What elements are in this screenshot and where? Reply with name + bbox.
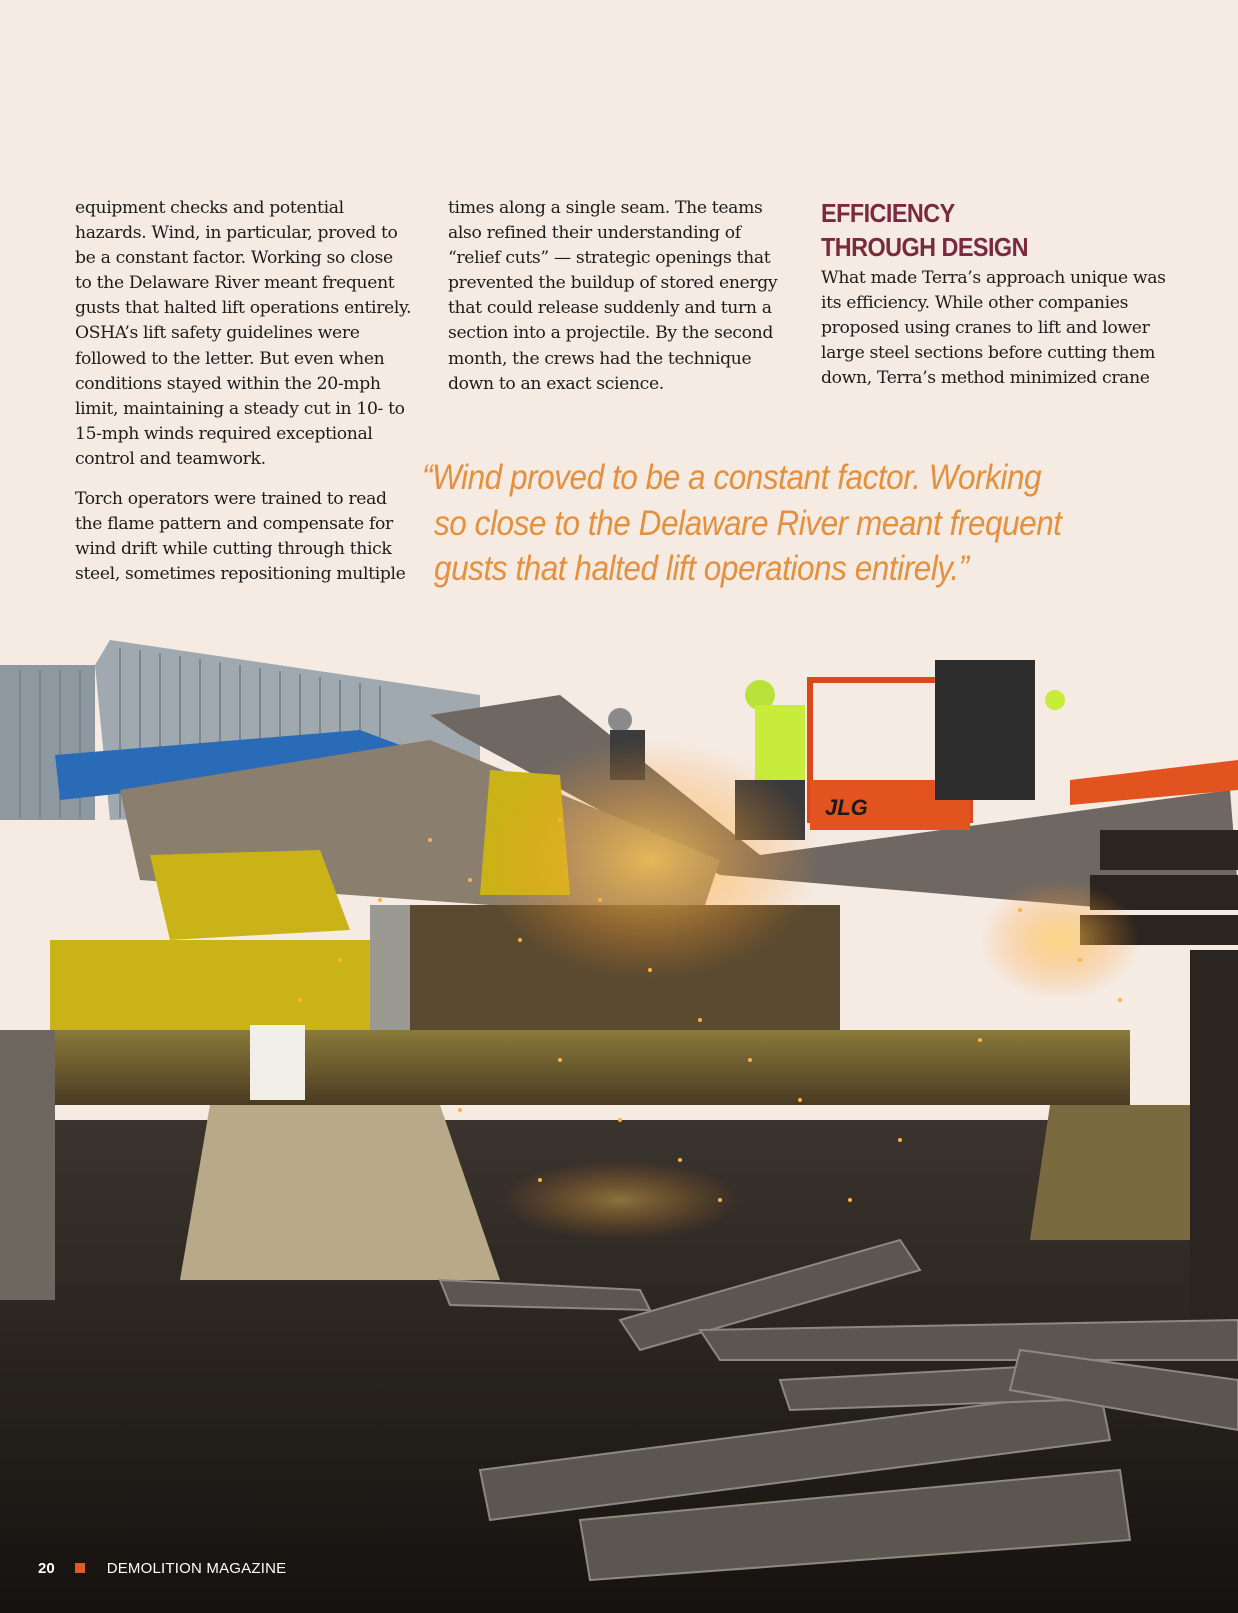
pull-quote-line-2: so close to the Delaware River meant frequent (434, 503, 1062, 543)
page-number: 20 (38, 1559, 55, 1577)
article-column-3 (821, 196, 1166, 406)
column1-paragraph-2: Torch operators were trained to read the flame pattern and compensate for wind drift while cutting through thick steel, sometimes repositioning multiple (75, 489, 406, 585)
pull-quote-line-1: “Wind proved to be a constant factor. Working (422, 458, 1042, 497)
column3-paragraph-1: What made Terra’s approach unique was its efficiency. While other companies proposed using cranes to lift and lower large steel sections before cutting them down, Terra’s method minimized crane (821, 268, 1166, 389)
magazine-name: DEMOLITION MAGAZINE (106, 1559, 287, 1577)
article-column-2 (448, 196, 782, 412)
section-heading-line-1: EFFICIENCY (821, 198, 955, 228)
main-rusted-beam (40, 1030, 1130, 1105)
article-column-1 (75, 196, 413, 602)
lift-brand-label: JLG (825, 795, 868, 820)
pull-quote (422, 455, 1194, 592)
demolition-site-photo (0, 640, 1238, 1613)
section-heading-line-2: THROUGH DESIGN (821, 232, 1028, 262)
section-heading (821, 196, 1163, 264)
page-footer (38, 1558, 286, 1578)
column2-paragraph-1: times along a single seam. The teams also refined their understanding of “relief cuts” — strategic openings that prevented the buildup of stored energy that could release suddenly and turn a section into a projectile. By the second month, the crews had the technique down to an exact science. (448, 198, 778, 394)
pull-quote-line-3: gusts that halted lift operations entirely.” (434, 549, 969, 588)
column1-paragraph-1: equipment checks and potential hazards. Wind, in particular, proved to be a constant factor. Working so close to the Delaware River meant frequent gusts that halted lift operations entirely. OSHA’s lift safety guidelines were followed to the letter. But even when conditions stayed within the 20-mph limit, maintaining a steady cut in 10- to 15-mph winds required exceptional control and teamwork. (75, 198, 412, 469)
footer-square-marker (75, 1563, 85, 1573)
